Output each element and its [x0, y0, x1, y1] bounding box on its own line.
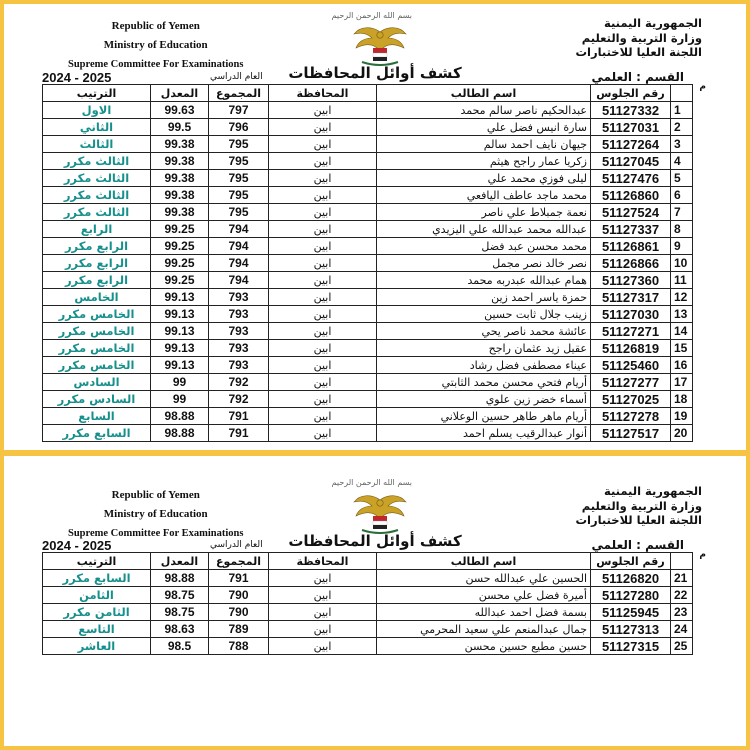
average-cell: 99.38 — [151, 187, 209, 204]
page-header — [4, 4, 746, 85]
seat-number-cell: 51126820 — [591, 570, 671, 587]
rank-cell: الرابع مكرر — [43, 255, 151, 272]
student-name-cell: أريام ماهر طاهر حسين الوعلاني — [377, 408, 591, 425]
row-number-cell: 23 — [671, 604, 693, 621]
academic-year: 2024 - 2025 — [42, 70, 112, 85]
rank-cell: الخامس — [43, 289, 151, 306]
student-name-cell: جيهان نايف احمد سالم — [377, 136, 591, 153]
average-cell: 99.13 — [151, 306, 209, 323]
basmala: بسم الله الرحمن الرحيم — [331, 11, 412, 20]
total-cell: 793 — [209, 357, 269, 374]
average-cell: 99.25 — [151, 272, 209, 289]
governorate-cell: ابين — [269, 621, 377, 638]
ministry-en: Ministry of Education — [103, 508, 208, 520]
table-row — [43, 102, 693, 119]
page-title: كشف أوائل المحافظات — [288, 532, 462, 550]
governorate-cell: ابين — [269, 340, 377, 357]
average-cell: 99.25 — [151, 255, 209, 272]
average-cell: 99.38 — [151, 136, 209, 153]
seat-number-cell: 51125945 — [591, 604, 671, 621]
seat-number-cell: 51125460 — [591, 357, 671, 374]
average-cell: 99 — [151, 374, 209, 391]
rank-cell: السابع — [43, 408, 151, 425]
row-number-cell: 18 — [671, 391, 693, 408]
seat-number-cell: 51127277 — [591, 374, 671, 391]
governorate-cell: ابين — [269, 408, 377, 425]
rank-cell: السابع مكرر — [43, 425, 151, 442]
row-number-cell: 16 — [671, 357, 693, 374]
governorate-cell: ابين — [269, 323, 377, 340]
governorate-cell: ابين — [269, 587, 377, 604]
governorate-cell: ابين — [269, 306, 377, 323]
row-number-cell: 12 — [671, 289, 693, 306]
committee-en: Supreme Committee For Examinations — [68, 59, 244, 70]
row-number-cell: 21 — [671, 570, 693, 587]
row-number-cell: 11 — [671, 272, 693, 289]
committee-ar: اللجنة العليا للاختبارات — [575, 513, 702, 527]
total-cell: 793 — [209, 323, 269, 340]
governorate-cell: ابين — [269, 102, 377, 119]
governorate-cell: ابين — [269, 357, 377, 374]
total-cell: 795 — [209, 170, 269, 187]
student-name-cell: زينب جلال ثابت حسين — [377, 306, 591, 323]
governorate-cell: ابين — [269, 289, 377, 306]
table-row — [43, 323, 693, 340]
student-name-cell: عيناء مصطفى فضل رشاد — [377, 357, 591, 374]
rank-cell: السادس مكرر — [43, 391, 151, 408]
average-cell: 99.38 — [151, 170, 209, 187]
total-cell: 795 — [209, 153, 269, 170]
governorate-cell: ابين — [269, 391, 377, 408]
average-cell: 99.13 — [151, 323, 209, 340]
governorate-cell: ابين — [269, 238, 377, 255]
yemen-eagle-emblem-icon — [352, 24, 408, 68]
seat-number-cell: 51127315 — [591, 638, 671, 655]
total-cell: 797 — [209, 102, 269, 119]
row-number-cell: 19 — [671, 408, 693, 425]
governorate-cell: ابين — [269, 604, 377, 621]
rank-cell: الاول — [43, 102, 151, 119]
student-name-cell: الحسين علي عبدالله حسن — [377, 570, 591, 587]
average-cell: 98.75 — [151, 604, 209, 621]
total-cell: 789 — [209, 621, 269, 638]
student-name-cell: أريام فتحي محسن محمد الثابتي — [377, 374, 591, 391]
results-page-bottom — [4, 456, 746, 746]
average-cell: 99.25 — [151, 221, 209, 238]
col-seat-header: رقم الجلوس — [591, 85, 671, 102]
department-label: القسم : العلمي — [591, 538, 684, 552]
governorate-cell: ابين — [269, 187, 377, 204]
row-number-cell: 15 — [671, 340, 693, 357]
total-cell: 795 — [209, 204, 269, 221]
governorate-cell: ابين — [269, 272, 377, 289]
seat-number-cell: 51126860 — [591, 187, 671, 204]
governorate-cell: ابين — [269, 170, 377, 187]
committee-en: Supreme Committee For Examinations — [68, 528, 244, 539]
col-seat-header: رقم الجلوس — [591, 553, 671, 570]
total-cell: 794 — [209, 221, 269, 238]
rank-cell: الرابع مكرر — [43, 238, 151, 255]
total-cell: 794 — [209, 255, 269, 272]
seat-number-cell: 51127332 — [591, 102, 671, 119]
row-number-cell: 22 — [671, 587, 693, 604]
table-row — [43, 621, 693, 638]
rank-cell: الخامس مكرر — [43, 357, 151, 374]
total-cell: 793 — [209, 306, 269, 323]
ministry-en: Ministry of Education — [103, 39, 208, 51]
row-number-cell: 3 — [671, 136, 693, 153]
governorate-cell: ابين — [269, 221, 377, 238]
row-number-cell: 17 — [671, 374, 693, 391]
table-row — [43, 340, 693, 357]
seat-number-cell: 51127360 — [591, 272, 671, 289]
table-row — [43, 221, 693, 238]
student-name-cell: جمال عبدالمنعم علي سعيد المحرمي — [377, 621, 591, 638]
committee-ar: اللجنة العليا للاختبارات — [575, 45, 702, 59]
rank-cell: الثاني — [43, 119, 151, 136]
row-number-cell: 5 — [671, 170, 693, 187]
average-cell: 99.38 — [151, 204, 209, 221]
row-number-cell: 25 — [671, 638, 693, 655]
rank-cell: الثامن — [43, 587, 151, 604]
student-name-cell: أسماء خضر زين علوي — [377, 391, 591, 408]
academic-year-label: العام الدراسي — [210, 72, 263, 82]
row-number-cell: 6 — [671, 187, 693, 204]
student-name-cell: نصر خالد نصر مجمل — [377, 255, 591, 272]
seat-number-cell: 51127271 — [591, 323, 671, 340]
republic-en: Republic of Yemen — [111, 20, 200, 32]
col-average-header: المعدل — [151, 553, 209, 570]
governorate-cell: ابين — [269, 638, 377, 655]
seat-number-cell: 51126866 — [591, 255, 671, 272]
row-number-cell: 24 — [671, 621, 693, 638]
student-name-cell: عائشة محمد ناصر يحي — [377, 323, 591, 340]
seat-number-cell: 51126861 — [591, 238, 671, 255]
total-cell: 795 — [209, 136, 269, 153]
seat-number-cell: 51127025 — [591, 391, 671, 408]
academic-year: 2024 - 2025 — [42, 538, 112, 553]
col-total-header: المجموع — [209, 553, 269, 570]
table-row — [43, 170, 693, 187]
seat-number-cell: 51126819 — [591, 340, 671, 357]
student-name-cell: سارة انيس فضل علي — [377, 119, 591, 136]
rank-cell: التاسع — [43, 621, 151, 638]
table-row — [43, 357, 693, 374]
average-cell: 99.13 — [151, 289, 209, 306]
average-cell: 99.13 — [151, 340, 209, 357]
rank-cell: الرابع مكرر — [43, 272, 151, 289]
basmala: بسم الله الرحمن الرحيم — [331, 478, 412, 487]
total-cell: 792 — [209, 391, 269, 408]
col-num-header — [671, 85, 693, 102]
table-row — [43, 425, 693, 442]
table-row — [43, 604, 693, 621]
academic-year-label: العام الدراسي — [210, 540, 263, 550]
col-governorate-header: المحافظة — [269, 553, 377, 570]
student-name-cell: بسمة فضل احمد عبدالله — [377, 604, 591, 621]
average-cell: 98.75 — [151, 587, 209, 604]
governorate-cell: ابين — [269, 374, 377, 391]
seat-number-cell: 51127317 — [591, 289, 671, 306]
row-number-cell: 8 — [671, 221, 693, 238]
table-row — [43, 408, 693, 425]
row-number-cell: 2 — [671, 119, 693, 136]
table-row — [43, 187, 693, 204]
average-cell: 98.5 — [151, 638, 209, 655]
row-number-cell: 4 — [671, 153, 693, 170]
col-rank-header: الترتيب — [43, 85, 151, 102]
table-row — [43, 119, 693, 136]
rank-cell: الثالث مكرر — [43, 153, 151, 170]
republic-en: Republic of Yemen — [111, 489, 200, 501]
average-cell: 98.88 — [151, 425, 209, 442]
total-cell: 791 — [209, 425, 269, 442]
row-number-cell: 20 — [671, 425, 693, 442]
results-body-bottom — [43, 570, 693, 655]
total-cell: 794 — [209, 272, 269, 289]
seat-number-cell: 51127517 — [591, 425, 671, 442]
ministry-ar: وزارة التربية والتعليم — [581, 30, 702, 45]
average-cell: 99.13 — [151, 357, 209, 374]
col-average-header: المعدل — [151, 85, 209, 102]
governorate-cell: ابين — [269, 570, 377, 587]
rank-cell: السادس — [43, 374, 151, 391]
rank-cell: الخامس مكرر — [43, 340, 151, 357]
row-number-cell: 1 — [671, 102, 693, 119]
col-rank-header: الترتيب — [43, 553, 151, 570]
rank-cell: الثالث — [43, 136, 151, 153]
total-cell: 788 — [209, 638, 269, 655]
table-row — [43, 374, 693, 391]
student-name-cell: محمد محسن عبد فضل — [377, 238, 591, 255]
student-name-cell: همام عبدالله عبدربه محمد — [377, 272, 591, 289]
yemen-eagle-emblem-icon — [352, 492, 408, 536]
student-name-cell: عبدالله محمد عبدالله علي اليزيدي — [377, 221, 591, 238]
seat-number-cell: 51127280 — [591, 587, 671, 604]
table-row — [43, 587, 693, 604]
table-row — [43, 272, 693, 289]
governorate-cell: ابين — [269, 204, 377, 221]
col-governorate-header: المحافظة — [269, 85, 377, 102]
student-name-cell: نعمة جمبلاط علي ناصر — [377, 204, 591, 221]
average-cell: 99.5 — [151, 119, 209, 136]
seat-number-cell: 51127264 — [591, 136, 671, 153]
total-cell: 796 — [209, 119, 269, 136]
table-row — [43, 255, 693, 272]
results-table-top — [42, 84, 693, 442]
average-cell: 99 — [151, 391, 209, 408]
total-cell: 790 — [209, 604, 269, 621]
seat-number-cell: 51127524 — [591, 204, 671, 221]
average-cell: 98.88 — [151, 408, 209, 425]
total-cell: 793 — [209, 340, 269, 357]
seat-number-cell: 51127337 — [591, 221, 671, 238]
total-cell: 790 — [209, 587, 269, 604]
governorate-cell: ابين — [269, 425, 377, 442]
governorate-cell: ابين — [269, 255, 377, 272]
total-cell: 793 — [209, 289, 269, 306]
rank-cell: الخامس مكرر — [43, 306, 151, 323]
row-number-cell: 7 — [671, 204, 693, 221]
student-name-cell: زكريا عمار راجح هيثم — [377, 153, 591, 170]
col-total-header: المجموع — [209, 85, 269, 102]
rank-cell: الخامس مكرر — [43, 323, 151, 340]
total-cell: 791 — [209, 570, 269, 587]
results-table-bottom — [42, 552, 693, 655]
table-row — [43, 289, 693, 306]
total-cell: 794 — [209, 238, 269, 255]
table-row — [43, 204, 693, 221]
average-cell: 99.38 — [151, 153, 209, 170]
republic-ar: الجمهورية اليمنية — [603, 484, 702, 498]
governorate-cell: ابين — [269, 136, 377, 153]
rank-cell: الثامن مكرر — [43, 604, 151, 621]
table-row — [43, 570, 693, 587]
seat-number-cell: 51127031 — [591, 119, 671, 136]
col-name-header: اسم الطالب — [377, 85, 591, 102]
seat-number-cell: 51127476 — [591, 170, 671, 187]
row-number-cell: 14 — [671, 323, 693, 340]
col-name-header: اسم الطالب — [377, 553, 591, 570]
student-name-cell: حسين مطيع حسين محسن — [377, 638, 591, 655]
arabic-header — [575, 484, 702, 528]
seat-number-cell: 51127030 — [591, 306, 671, 323]
row-number-cell: 10 — [671, 255, 693, 272]
average-cell: 98.88 — [151, 570, 209, 587]
student-name-cell: محمد ماجد عاطف اليافعي — [377, 187, 591, 204]
table-row — [43, 638, 693, 655]
rank-cell: العاشر — [43, 638, 151, 655]
results-body-top — [43, 102, 693, 442]
num-column-marker: م — [699, 550, 706, 560]
total-cell: 791 — [209, 408, 269, 425]
table-row — [43, 238, 693, 255]
ministry-ar: وزارة التربية والتعليم — [581, 498, 702, 513]
col-num-header — [671, 553, 693, 570]
rank-cell: الرابع — [43, 221, 151, 238]
department-label: القسم : العلمي — [591, 70, 684, 84]
rank-cell: الثالث مكرر — [43, 204, 151, 221]
row-number-cell: 13 — [671, 306, 693, 323]
table-row — [43, 153, 693, 170]
page-header — [4, 456, 746, 553]
republic-ar: الجمهورية اليمنية — [603, 16, 702, 30]
seat-number-cell: 51127313 — [591, 621, 671, 638]
student-name-cell: عقيل زيد عثمان راجح — [377, 340, 591, 357]
student-name-cell: أميرة فضل علي محسن — [377, 587, 591, 604]
results-page-top — [4, 4, 746, 450]
arabic-header — [575, 16, 702, 60]
table-row — [43, 306, 693, 323]
average-cell: 99.25 — [151, 238, 209, 255]
seat-number-cell: 51127278 — [591, 408, 671, 425]
rank-cell: الثالث مكرر — [43, 170, 151, 187]
student-name-cell: حمزة ياسر احمد زين — [377, 289, 591, 306]
table-header-row — [43, 85, 693, 102]
average-cell: 98.63 — [151, 621, 209, 638]
student-name-cell: ليلى فوزي محمد علي — [377, 170, 591, 187]
rank-cell: الثالث مكرر — [43, 187, 151, 204]
total-cell: 792 — [209, 374, 269, 391]
average-cell: 99.63 — [151, 102, 209, 119]
student-name-cell: عبدالحكيم ناصر سالم محمد — [377, 102, 591, 119]
num-column-marker: م — [699, 82, 706, 92]
row-number-cell: 9 — [671, 238, 693, 255]
seat-number-cell: 51127045 — [591, 153, 671, 170]
governorate-cell: ابين — [269, 153, 377, 170]
table-header-row — [43, 553, 693, 570]
governorate-cell: ابين — [269, 119, 377, 136]
student-name-cell: أنوار عبدالرقيب يسلم احمد — [377, 425, 591, 442]
table-row — [43, 391, 693, 408]
rank-cell: السابع مكرر — [43, 570, 151, 587]
total-cell: 795 — [209, 187, 269, 204]
table-row — [43, 136, 693, 153]
page-title: كشف أوائل المحافظات — [288, 64, 462, 82]
